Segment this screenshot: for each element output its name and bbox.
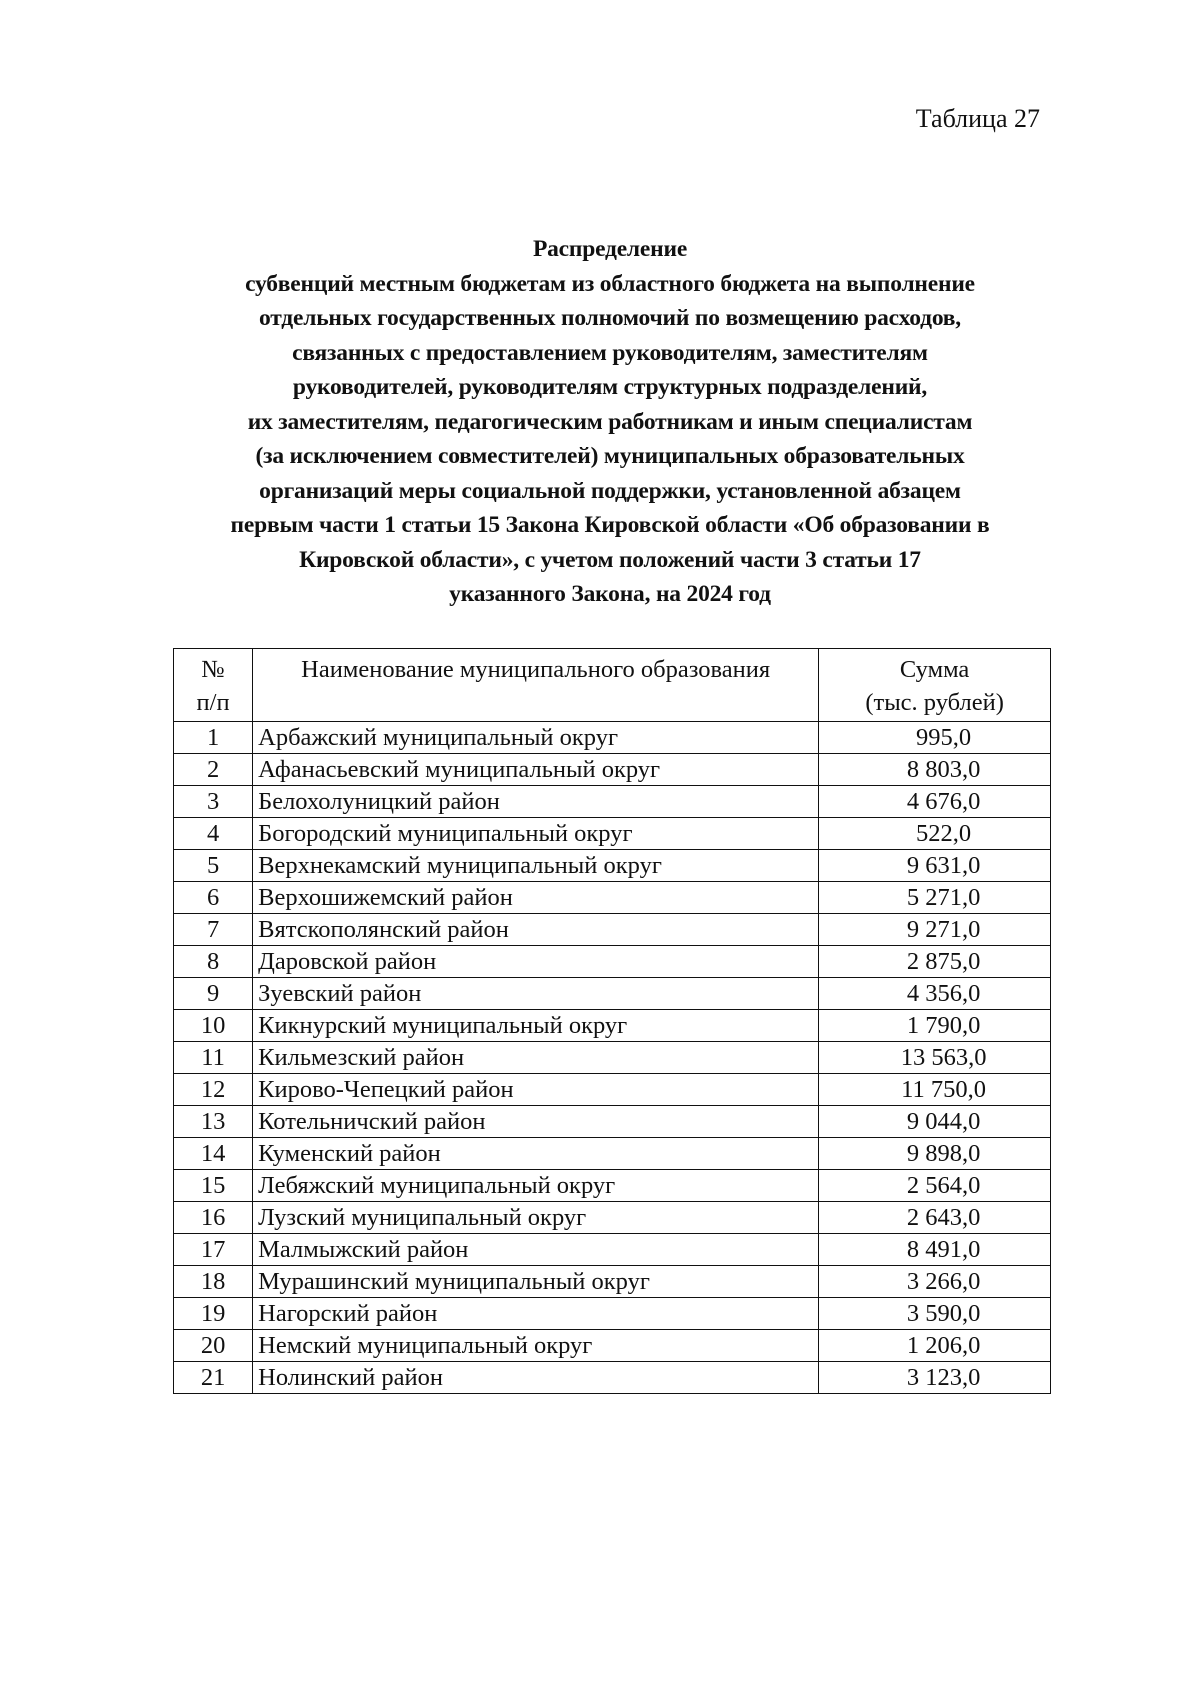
subsidy-amount: 5 271,0 [819,882,1051,914]
row-number: 7 [174,914,253,946]
municipality-name: Богородский муниципальный округ [253,818,819,850]
row-number: 17 [174,1234,253,1266]
heading-line: субвенций местным бюджетам из областного бюджета на выполнение [245,270,975,297]
row-number: 12 [174,1074,253,1106]
municipality-name: Верхнекамский муниципальный округ [253,850,819,882]
table-row [174,1042,1051,1074]
heading-line: (за исключением совместителей) муниципальных образовательных [255,443,965,469]
subsidy-amount: 3 266,0 [819,1266,1051,1298]
subsidy-amount: 4 676,0 [819,786,1051,818]
subsidy-amount: 3 590,0 [819,1298,1051,1330]
table-row [174,1170,1051,1202]
subsidy-amount: 11 750,0 [819,1074,1051,1106]
table-row [174,1298,1051,1330]
subsidy-amount: 2 643,0 [819,1202,1051,1234]
table-row [174,914,1051,946]
heading-line: руководителей, руководителям структурных подразделений, [292,374,928,400]
municipality-name: Кикнурский муниципальный округ [253,1010,819,1042]
row-number: 5 [174,850,253,882]
row-number: 4 [174,818,253,850]
subsidy-distribution-table [173,648,1051,1394]
municipality-name: Белохолуницкий район [253,786,819,818]
heading-line: их заместителям, педагогическим работникам и иным специалистам [247,408,973,435]
row-number: 19 [174,1298,253,1330]
subsidy-amount: 8 491,0 [819,1234,1051,1266]
municipality-name: Вятскополянский район [253,914,819,946]
table-row [174,786,1051,818]
table-row [174,1074,1051,1106]
row-number: 6 [174,882,253,914]
municipality-name: Лебяжский муниципальный округ [253,1170,819,1202]
table-row [174,946,1051,978]
row-number: 18 [174,1266,253,1298]
table-row [174,1138,1051,1170]
table-row [174,754,1051,786]
subsidy-amount: 2 875,0 [819,946,1051,978]
municipality-name: Лузский муниципальный округ [253,1202,819,1234]
subsidy-amount: 8 803,0 [819,754,1051,786]
row-number: 2 [174,754,253,786]
row-number: 10 [174,1010,253,1042]
municipality-name: Котельничский район [253,1106,819,1138]
subsidy-amount: 995,0 [819,722,1051,754]
row-number: 14 [174,1138,253,1170]
row-number: 11 [174,1042,253,1074]
table-row [174,1266,1051,1298]
table-row [174,818,1051,850]
municipality-name: Нагорский район [253,1298,819,1330]
subsidy-amount: 2 564,0 [819,1170,1051,1202]
municipality-name: Кильмезский район [253,1042,819,1074]
header-number: № п/п [174,649,253,722]
municipality-name: Нолинский район [253,1362,819,1394]
subsidy-amount: 9 898,0 [819,1138,1051,1170]
header-sum: Сумма (тыс. рублей) [819,649,1051,722]
subsidy-amount: 522,0 [819,818,1051,850]
table-row [174,1362,1051,1394]
heading-line: Распределение [532,236,688,262]
table-header-row [174,649,1051,722]
heading-line: указанного Закона, на 2024 год [449,581,771,607]
municipality-name: Куменский район [253,1138,819,1170]
row-number: 1 [174,722,253,754]
row-number: 9 [174,978,253,1010]
municipality-name: Верхошижемский район [253,882,819,914]
row-number: 20 [174,1330,253,1362]
subsidy-amount: 9 271,0 [819,914,1051,946]
subsidy-amount: 13 563,0 [819,1042,1051,1074]
table-row [174,1234,1051,1266]
municipality-name: Кирово-Чепецкий район [253,1074,819,1106]
table-row [174,978,1051,1010]
row-number: 3 [174,786,253,818]
subsidy-amount: 1 206,0 [819,1330,1051,1362]
header-municipality-name: Наименование муниципального образования [253,649,819,722]
table-row [174,1202,1051,1234]
municipality-name: Даровской район [253,946,819,978]
heading-line: организаций меры социальной поддержки, установленной абзацем [259,477,961,504]
table-row [174,1010,1051,1042]
subsidy-amount: 4 356,0 [819,978,1051,1010]
municipality-name: Зуевский район [253,978,819,1010]
table-row [174,722,1051,754]
municipality-name: Афанасьевский муниципальный округ [253,754,819,786]
table-row [174,850,1051,882]
heading-line: отдельных государственных полномочий по возмещению расходов, [259,305,961,331]
municipality-name: Арбажский муниципальный округ [253,722,819,754]
subsidy-amount: 1 790,0 [819,1010,1051,1042]
table-row [174,1330,1051,1362]
municipality-name: Мурашинский муниципальный округ [253,1266,819,1298]
row-number: 15 [174,1170,253,1202]
municipality-name: Малмыжский район [253,1234,819,1266]
subsidy-amount: 9 631,0 [819,850,1051,882]
row-number: 16 [174,1202,253,1234]
table-row [174,1106,1051,1138]
subsidy-amount: 9 044,0 [819,1106,1051,1138]
row-number: 13 [174,1106,253,1138]
heading-line: связанных с предоставлением руководителям, заместителям [292,339,928,366]
table-body [174,722,1051,1394]
heading-line: первым части 1 статьи 15 Закона Кировской области «Об образовании в [230,512,990,538]
heading-line: Кировской области», с учетом положений части 3 статьи 17 [299,546,921,573]
table-row [174,882,1051,914]
subsidy-amount: 3 123,0 [819,1362,1051,1394]
municipality-name: Немский муниципальный округ [253,1330,819,1362]
table-number-label: Таблица 27 [915,104,1040,133]
document-heading [170,232,1050,612]
row-number: 8 [174,946,253,978]
row-number: 21 [174,1362,253,1394]
